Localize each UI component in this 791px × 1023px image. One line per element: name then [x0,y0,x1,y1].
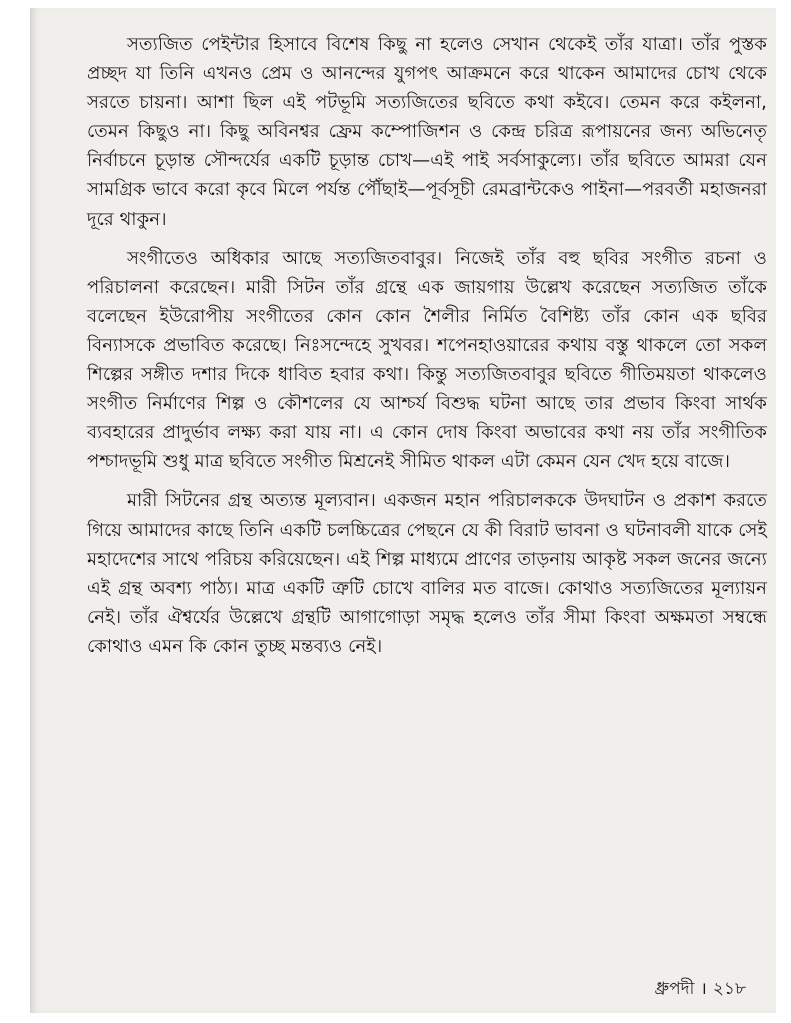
footer-separator: । [700,979,707,999]
body-text [87,30,767,661]
paragraph-3: মারী সিটনের গ্রন্থ অত্যন্ত মূল্যবান। একজন মহান পরিচালককে উদঘাটন ও প্রকাশ করতে গিয়ে আমাদের কাছে তিনি একটি চলচ্চিত্রের পেছনে যে কী বিরাট ভাবনা ও ঘটনাবলী যাকে সেই মহাদেশের সাথে পরিচয় করিয়েছেন। এই শিল্প মাধ্যমে প্রাণের তাড়নায় আকৃষ্ট সকল জনের জন্যে এই গ্রন্থ অবশ্য পাঠ্য। মাত্র একটি ত্রুটি চোখে বালির মত বাজে। কোথাও সত্যজিতের মূল্যায়ন নেই। তাঁর ঐশ্বর্যের উল্লেখে গ্রন্থটি আগাগোড়া সমৃদ্ধ হলেও তাঁর সীমা কিংবা অক্ষমতা সম্বন্ধে কোথাও এমন কি কোন তুচ্ছ মন্তব্যও নেই। [87,490,767,657]
paragraph-1: সত্যজিত পেইন্টার হিসাবে বিশেষ কিছু না হলেও সেখান থেকেই তাঁর যাত্রা। তাঁর পুস্তক প্রচ্ছদ যা তিনি এখনও প্রেম ও আনন্দের যুগপৎ আক্রমনে করে থাকেন আমাদের চোখ থেকে সরতে চায়না। আশা ছিল এই পটভূমি সত্যজিতের ছবিতে কথা কইবে। তেমন করে কইলনা, তেমন কিছুও না। কিছু অবিনশ্বর ফ্রেম কম্পোজিশন ও কেন্দ্র চরিত্র রূপায়নের জন্য অভিনেতৃ নির্বাচনে চূড়ান্ত সৌন্দর্যের একটি চূড়ান্ত চোখ—এই পাই সর্বসাকুল্যে। তাঁর ছবিতে আমরা যেন সামগ্রিক ভাবে করো কৃবে মিলে পর্যন্ত পৌঁছাই—পূর্বসূচী রেমব্রান্টকেও পাইনা—পরবর্তী মহাজনরা দূরে থাকুন। [87,34,767,230]
book-page [30,8,776,1013]
page-footer [655,978,746,1000]
paragraph-2: সংগীতেও অধিকার আছে সত্যজিতবাবুর। নিজেই তাঁর বহু ছবির সংগীত রচনা ও পরিচালনা করেছেন। মারী সিটন তাঁর গ্রন্থে এক জায়গায় উল্লেখ করেছেন সত্যজিত তাঁকে বলেছেন ইউরোপীয় সংগীতের কোন কোন শৈলীর নির্মিত বৈশিষ্ট্য তাঁর কোন এক ছবির বিন্যাসকে প্রভাবিত করেছে। নিঃসন্দেহে সুখবর। শপেনহাওয়ারের কথায় বস্তু থাকলে তো সকল শিল্পের সঙ্গীত দশার দিকে ধাবিত হবার কথা। কিন্তু সত্যজিতবাবুর ছবিতে গীতিময়তা থাকলেও সংগীত নির্মাণের শিল্প ও কৌশলের যে আশ্চর্য বিশুদ্ধ ঘটনা আছে তার প্রভাব কিংবা সার্থক ব্যবহারের প্রাদুর্ভাব লক্ষ্য করা যায় না। এ কোন দোষ কিংবা অভাবের কথা নয় তাঁর সংগীতিক পশ্চাদভূমি শুধু মাত্র ছবিতে সংগীত মিশ্রনেই সীমিত থাকল এটা কেমন যেন খেদ হয়ে বাজে। [87,247,767,473]
page-number: ২১৮ [712,979,746,999]
journal-name: ধ্রুপদী [654,979,695,999]
